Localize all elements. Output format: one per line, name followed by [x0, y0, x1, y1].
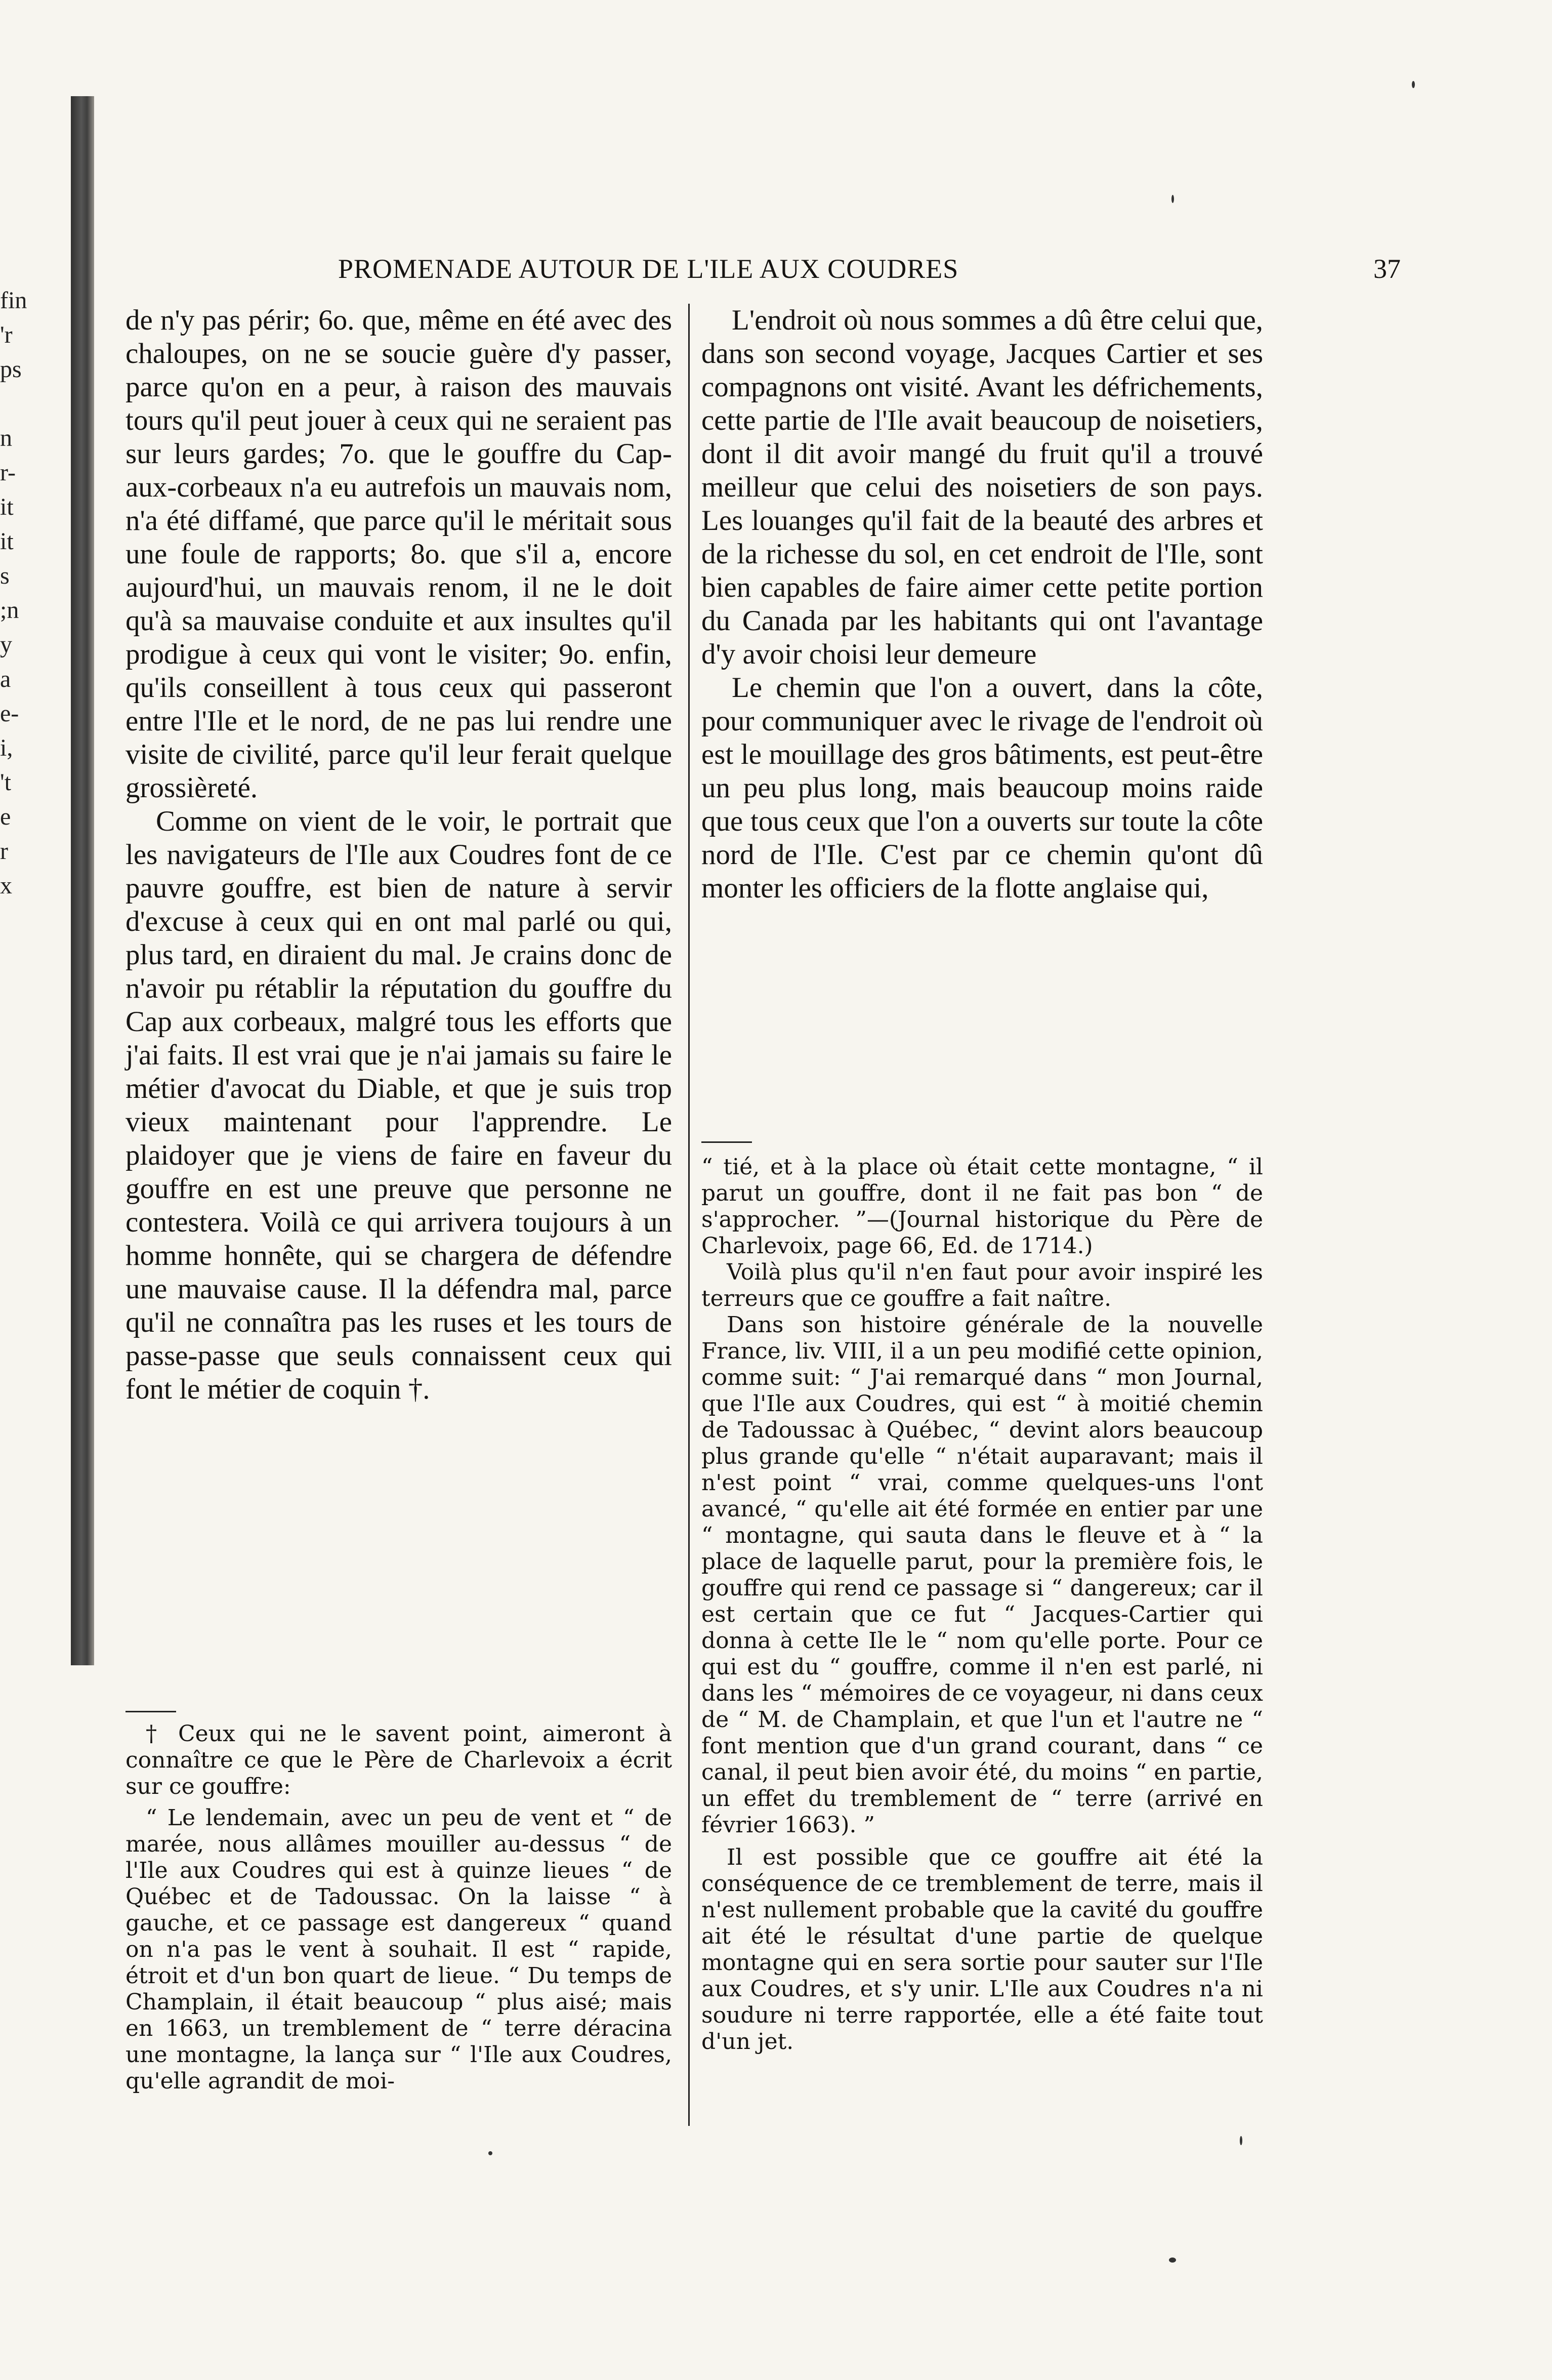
footnote-left-quote: “ Le lendemain, avec un peu de vent et “ de marée, nous allâmes mouiller au-dessus “ de l'Ile aux Coudres qui est à quinze lieues “ de Québec et de Tadoussac. On la laisse “ à gauche, et ce passage est dangereux “ quand on n'a pas le vent à souhait. Il est “ rapide, étroit et d'un bon quart de lieue. “ Du temps de Champlain, il était beaucoup “ plus aisé; mais en 1663, un tremblement de “ terre déracina une montagne, la lança sur “ l'Ile aux Coudres, qu'elle agrandit de moi-	[125, 1805, 672, 2094]
footnote-right-paragraph-4: Il est possible que ce gouffre ait été la conséquence de ce tremblement de terre, mais il n'est nullement probable que la cavité du gouffre ait été le résultat d'une partie de quelque montagne qui en sera sortie pour sauter sur l'Ile aux Coudres, et s'y unir. L'Ile aux Coudres n'a ni soudure ni terre rapportée, elle a été faite tout d'un jet.	[701, 1844, 1263, 2055]
footnote-right	[701, 1154, 1263, 2055]
right-paragraph-2: Le chemin que l'on a ouvert, dans la côte, pour communiquer avec le rivage de l'endroit où est le mouillage des gros bâtiments, est peut-être un peu plus long, mais beaucoup moins raide que tous ceux que l'on a ouverts sur toute la côte nord de l'Ile. C'est par ce chemin qu'ont dû monter les officiers de la flotte anglaise qui,	[701, 672, 1263, 904]
footnote-right-paragraph-3: Dans son histoire générale de la nouvelle France, liv. VIII, il a un peu modifié cette opinion, comme suit: “ J'ai remarqué dans “ mon Journal, que l'Ile aux Coudres, qui est “ à moitié chemin de Tadoussac à Québec, “ devint alors beaucoup plus grande qu'elle “ n'était auparavant; mais il n'est point “ vrai, comme quelques-uns l'ont avancé, “ qu'elle ait été formée en entier par une “ montagne, qui sauta dans le fleuve et à “ la place de laquelle parut, pour la première fois, le gouffre qui rend ce passage si “ dangereux; car il est certain que ce fut “ Jacques-Cartier qui donna à cette Ile le “ nom qu'elle porte. Pour ce qui est du “ gouffre, comme il n'en est parlé, ni dans les “ mémoires de ce voyageur, ni dans ceux de “ M. de Champlain, et que l'un et l'autre ne “ font mention que d'un grand courant, dans “ ce canal, il peut bien avoir été, du moins “ en partie, un effet du tremblement de “ terre (arrivé en février 1663). ”	[701, 1312, 1263, 1838]
speck	[1412, 81, 1415, 88]
left-paragraph-2: Comme on vient de le voir, le portrait que les navigateurs de l'Ile aux Coudres font de ce pauvre gouffre, est bien de nature à servir d'excuse à ceux qui en ont mal parlé ou qui, plus tard, en diraient du mal. Je crains donc de n'avoir pu rétablir la réputation du gouffre du Cap aux corbeaux, malgré tous les efforts que j'ai faits. Il est vrai que je n'ai jamais su faire le métier d'avocat du Diable, et que je suis trop vieux maintenant pour l'apprendre. Le plaidoyer que je viens de faire en faveur du gouffre en est une preuve que personne ne contestera. Voilà ce qui arrivera toujours à un homme honnête, qui se chargera de défendre une mauvaise cause. Il la défendra mal, parce qu'il ne connaîtra pas les ruses et les tours de passe-passe que seuls connaissent ceux qui font le métier de coquin †.	[125, 805, 672, 1405]
right-paragraph-1: L'endroit où nous sommes a dû être celui que, dans son second voyage, Jacques Cartier et ses compagnons ont visité. Avant les défrichements, cette partie de l'Ile avait beaucoup de noisetiers, dont il dit avoir mangé du fruit qu'il a trouvé meilleur que celui des noisetiers de son pays. Les louanges qu'il fait de la beauté des arbres et de la richesse du sol, en cet endroit de l'Ile, sont bien capables de faire aimer cette petite portion du Canada par les habitants qui ont l'avantage d'y avoir choisi leur demeure	[701, 304, 1263, 670]
footnote-rule-right	[701, 1141, 752, 1143]
left-paragraph-1: de n'y pas périr; 6o. que, même en été avec des chaloupes, on ne se soucie guère d'y passer, parce qu'on en a peur, à raison des mauvais tours qu'il peut jouer à ceux qui ne seraient pas sur leurs gardes; 7o. que le gouffre du Cap-aux-corbeaux n'a eu autrefois un mauvais nom, n'a été diffamé, que parce qu'il le méritait sous une foule de rapports; 8o. que s'il a, encore aujourd'hui, un mauvais renom, il ne le doit qu'à sa mauvaise conduite et aux insultes qu'il prodigue à ceux qui vont le visiter; 9o. enfin, qu'ils conseillent à tous ceux qui passeront entre l'Ile et le nord, de ne pas lui rendre une visite de civilité, parce qu'il leur ferait quelque grossièreté.	[125, 304, 672, 804]
right-column	[701, 304, 1263, 905]
running-header	[125, 253, 1401, 294]
footnote-right-quote-end: “ tié, et à la place où était cette montagne, “ il parut un gouffre, dont il ne fait pas bon “ de s'approcher. ”—(Journal historique du Père de Charlevoix, page 66, Ed. de 1714.)	[701, 1154, 1263, 1259]
footnote-left	[125, 1721, 672, 2095]
adjacent-page-edge: fin 'r ps n r- it it s ;n y a e- i, 't e r x	[0, 287, 27, 899]
running-title: PROMENADE AUTOUR DE L'ILE AUX COUDRES	[338, 254, 959, 284]
page-number: 37	[1373, 254, 1401, 284]
footnote-rule-left	[125, 1711, 176, 1712]
speck	[488, 2151, 492, 2155]
speck	[1240, 2136, 1242, 2145]
column-divider	[688, 304, 690, 2126]
book-binding-shadow	[71, 96, 94, 1665]
left-column	[125, 304, 672, 1406]
footnote-left-intro: † Ceux qui ne le savent point, aimeront à connaître ce que le Père de Charlevoix a écrit sur ce gouffre:	[125, 1721, 672, 1799]
speck	[1171, 195, 1174, 203]
footnote-right-paragraph-2: Voilà plus qu'il n'en faut pour avoir inspiré les terreurs que ce gouffre a fait naître.	[701, 1259, 1263, 1311]
speck	[1169, 2258, 1176, 2263]
